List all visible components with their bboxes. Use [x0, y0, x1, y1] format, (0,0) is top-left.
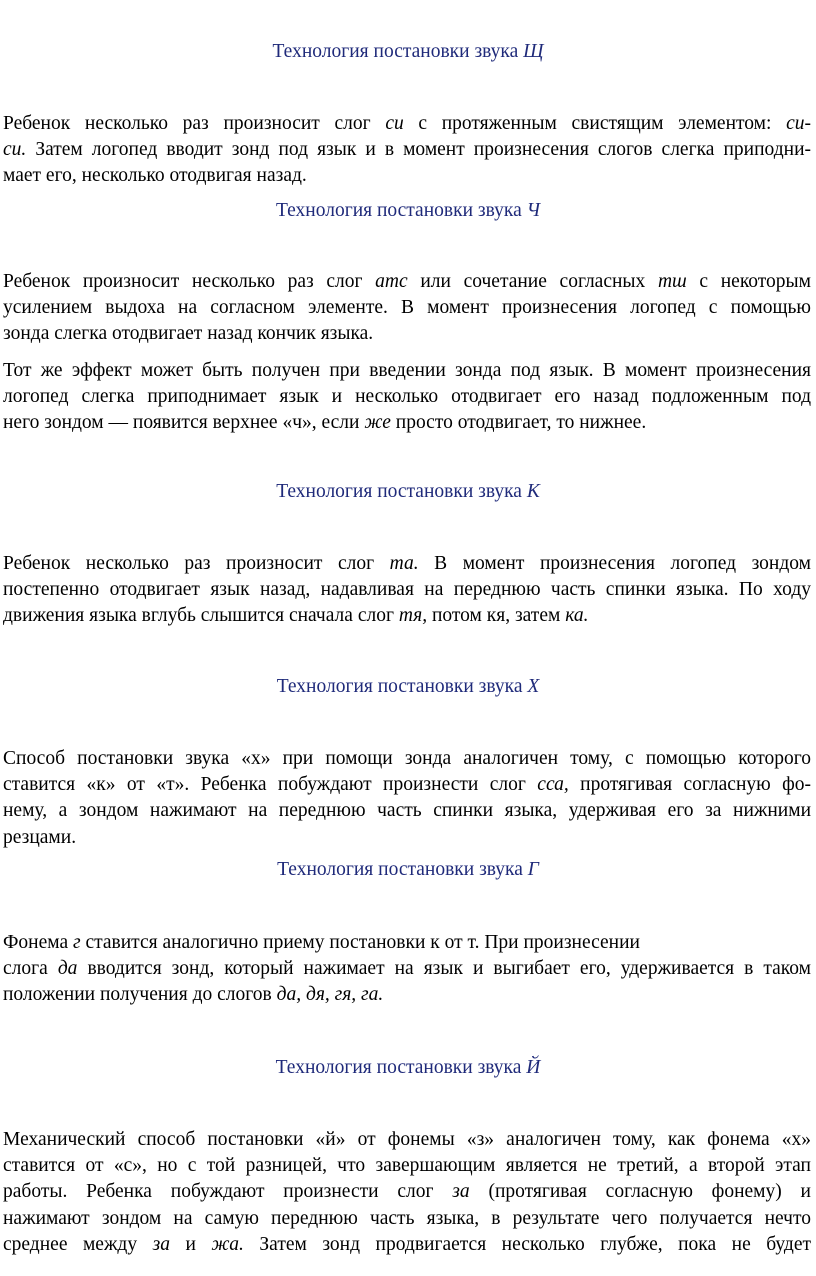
text-line: ставится от «с», но с той разницей, что завершающим является не третий, а второй этап — [3, 1155, 811, 1177]
text-line: Ребенок произносит несколько раз слог атс или сочетание согласных тш с некоторым — [3, 271, 812, 292]
heading-text: Технология постановки звука — [276, 481, 527, 502]
text-line: Тот же эффект может быть получен при введении зонда под язык. В момент произнесения — [3, 360, 811, 381]
italic-term: та. — [389, 553, 419, 574]
italic-term: да — [57, 958, 78, 980]
italic-term: за — [152, 1233, 170, 1255]
text-line: си. Затем логопед вводит зонд под язык и в момент произнесения слогов слегка приподни- — [3, 139, 811, 161]
heading-sound: К — [526, 481, 540, 502]
heading-text: Технология постановки звука — [272, 41, 524, 62]
italic-term: да, дя, гя, га. — [276, 984, 384, 1006]
heading-text: Технология постановки звука — [277, 859, 528, 880]
body-paragraph — [3, 269, 811, 348]
text-line: слога да вводится зонд, который нажимает на язык и выгибает его, удерживается в таком — [3, 958, 811, 980]
text-line: резцами. — [3, 826, 77, 848]
text-line: движения языка вглубь слышится сначала слог тя, потом кя, затем ка. — [3, 605, 589, 627]
text-line: Фонема г ставится аналогично приему постановки к от т. При произнесении — [3, 932, 640, 953]
text-line: работы. Ребенка побуждают произнести слог за (протягивая согласную фонему) и — [3, 1181, 811, 1203]
italic-term: жа. — [211, 1233, 244, 1255]
text-line: Ребенок несколько раз произносит слог та. В момент произнесения логопед зондом — [3, 553, 811, 574]
heading-sound: Г — [527, 859, 539, 880]
text-line: нему, а зондом нажимают на переднюю часть спинки языка, удерживая его за нижними — [3, 800, 811, 822]
heading-text: Технология постановки звука — [276, 676, 528, 697]
text-line: Механический способ постановки «й» от фонемы «з» аналогичен тому, как фонема «х» — [3, 1129, 811, 1150]
text-line: постепенно отодвигает язык назад, надавливая на переднюю часть спинки языка. По ходу — [3, 579, 811, 601]
text-line: ставится «к» от «т». Ребенка побуждают произнести слог сса, протягивая согласную фо- — [3, 774, 811, 796]
heading-text: Технология постановки звука — [275, 1057, 527, 1078]
heading-sound: Х — [527, 676, 540, 697]
italic-term: г — [72, 932, 81, 953]
body-paragraph — [3, 930, 811, 1009]
text-line: логопед слегка приподнимает язык и несколько отодвигает его назад подложенным под — [3, 386, 811, 408]
heading-sound: Й — [526, 1057, 541, 1078]
italic-term: же — [364, 412, 391, 434]
text-line: среднее между за и жа. Затем зонд продвигается несколько глубже, пока не будет — [3, 1233, 812, 1255]
body-paragraph — [3, 551, 811, 630]
italic-term: атс — [375, 271, 408, 292]
section-heading — [0, 858, 816, 882]
body-paragraph — [3, 1127, 811, 1258]
text-line: Ребенок несколько раз произносит слог си с протяженным свистящим элементом: си- — [3, 113, 812, 134]
body-paragraph — [3, 746, 811, 851]
section-heading — [0, 40, 816, 64]
text-line: зонда слегка отодвигает назад кончик языка. — [3, 323, 374, 345]
text-line: Способ постановки звука «х» при помощи зонда аналогичен тому, с помощью которого — [3, 748, 811, 769]
heading-sound: Щ — [523, 41, 544, 62]
italic-term: тя, — [398, 605, 428, 627]
section-heading — [0, 480, 816, 504]
section-heading — [0, 1056, 816, 1080]
section-heading — [0, 675, 816, 699]
body-paragraph — [3, 111, 811, 190]
italic-term: ка. — [565, 605, 589, 627]
italic-term: сса, — [537, 774, 569, 796]
italic-term: си- — [786, 113, 812, 134]
text-line: нажимают зондом на самую переднюю часть языка, в результате чего получается нечто — [3, 1207, 811, 1229]
italic-term: си — [385, 113, 404, 134]
section-heading — [0, 199, 816, 223]
heading-sound: Ч — [526, 200, 541, 221]
body-paragraph — [3, 358, 811, 437]
heading-text: Технология постановки звука — [275, 200, 527, 221]
text-line: усилением выдоха на согласном элементе. В момент произнесения логопед с помощью — [3, 297, 811, 319]
italic-term: тш — [657, 271, 687, 292]
text-line: него зондом — появится верхнее «ч», если же просто отодвигает, то нижнее. — [3, 412, 647, 434]
italic-term: си. — [3, 139, 27, 161]
italic-term: за — [452, 1181, 470, 1203]
text-line: положении получения до слогов да, дя, гя, га. — [3, 984, 384, 1006]
text-line: мает его, несколько отодвигая назад. — [3, 165, 307, 187]
